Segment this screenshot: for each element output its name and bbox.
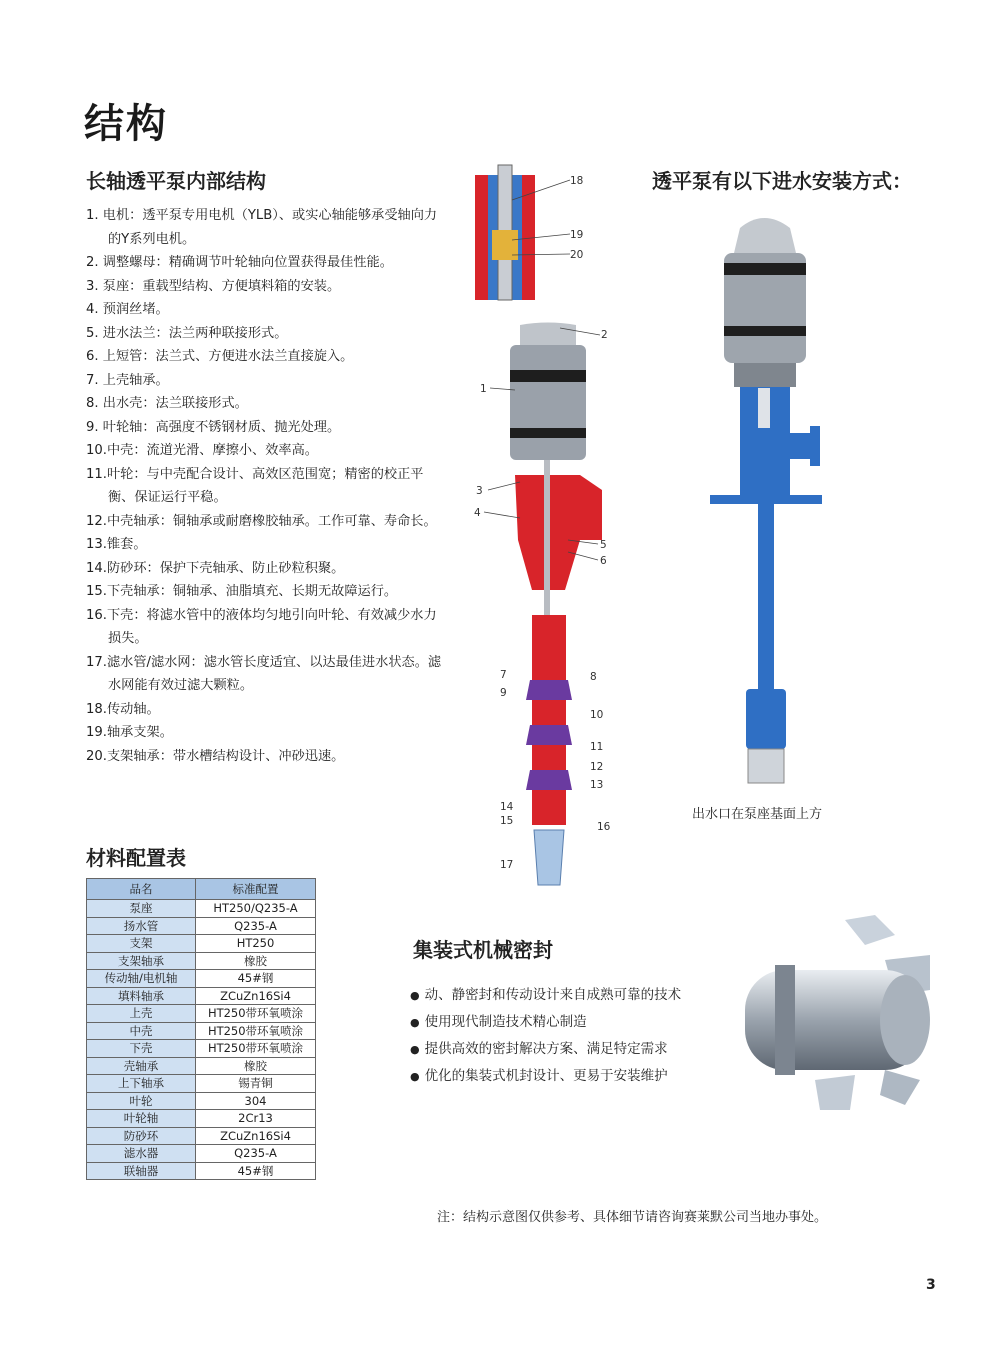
table-cell: 下壳 [87,1040,196,1058]
table-cell: 联轴器 [87,1162,196,1180]
list-item: 8. 出水壳：法兰联接形式。 [86,396,248,411]
list-item: 11.叶轮：与中壳配合设计、高效区范围宽；精密的校正平衡、保证运行平稳。 [86,466,424,505]
table-row [87,987,316,1005]
diagram-label: 18 [570,175,584,187]
list-item: 12.中壳轴承：铜轴承或耐磨橡胶轴承。工作可靠、寿命长。 [86,513,437,529]
diagram-label: 20 [570,249,584,261]
diagram-label: 9 [500,687,507,699]
table-cell: HT250/Q235-A [196,900,316,918]
diagram-label: 16 [597,821,611,833]
pump-installation-illustration [700,208,835,788]
diagram-label: 10 [590,709,604,721]
table-cell: HT250带环氧喷涂 [196,1040,316,1058]
table-cell: 橡胶 [196,1057,316,1075]
table-cell: HT250带环氧喷涂 [196,1005,316,1023]
list-item: 9. 叶轮轴：高强度不锈钢材质、抛光处理。 [86,419,341,435]
table-cell: 泵座 [87,900,196,918]
table-row [87,970,316,988]
list-item: 13.锥套。 [86,537,147,552]
table-row [87,1005,316,1023]
table-row [87,935,316,953]
table-cell: 上壳 [87,1005,196,1023]
mechanical-seal-illustration [735,910,935,1120]
table-row [87,1110,316,1128]
list-item: 14.防砂环：保护下壳轴承、防止砂粒积聚。 [86,560,345,576]
table-cell: 填料轴承 [87,987,196,1005]
seal-heading: 集装式机械密封 [413,938,553,962]
diagram-label: 11 [590,741,604,753]
table-cell: 橡胶 [196,952,316,970]
table-cell: Q235-A [196,1145,316,1163]
diagram-label: 19 [570,229,584,241]
table-cell: 滤水器 [87,1145,196,1163]
table-row [87,1145,316,1163]
table-cell: 叶轮轴 [87,1110,196,1128]
table-cell: 支架轴承 [87,952,196,970]
list-item: 17.滤水管/滤水网：滤水管长度适宜、以达最佳进水状态。滤水网能有效过滤大颗粒。 [86,654,442,693]
table-cell: 叶轮 [87,1092,196,1110]
table-row [87,1040,316,1058]
footnote: 注：结构示意图仅供参考、具体细节请咨询赛莱默公司当地办事处。 [437,1210,828,1225]
list-item: 3. 泵座：重载型结构、方便填料箱的安装。 [86,278,341,294]
material-table [86,878,316,1180]
page-title: 结构 [84,101,168,147]
table-row [87,1127,316,1145]
table-cell: 中壳 [87,1022,196,1040]
diagram-label: 13 [590,779,604,791]
table-row [87,1162,316,1180]
pump-cutaway-diagram [460,160,620,890]
table-row [87,900,316,918]
table-cell: 防砂环 [87,1127,196,1145]
list-item: 20.支架轴承：带水槽结构设计、冲砂迅速。 [86,748,345,764]
list-item: 5. 进水法兰：法兰两种联接形式。 [86,325,288,341]
table-header: 标准配置 [196,879,316,900]
list-item: 6. 上短管：法兰式、方便进水法兰直接旋入。 [86,349,354,364]
table-cell: 45#钢 [196,970,316,988]
list-item: 4. 预润丝堵。 [86,302,169,317]
table-cell: 2Cr13 [196,1110,316,1128]
list-item: 19.轴承支架。 [86,725,173,740]
list-item: 18.传动轴。 [86,701,160,717]
table-row [87,1057,316,1075]
table-cell: 扬水管 [87,917,196,935]
table-row [87,1075,316,1093]
table-cell: 锡青铜 [196,1075,316,1093]
table-cell: 304 [196,1092,316,1110]
list-item: 1. 电机：透平泵专用电机（YLB）、或实心轴能够承受轴向力的Y系列电机。 [86,208,438,247]
list-item: ● 提供高效的密封解决方案、满足特定需求 [410,1036,740,1063]
table-row [87,1092,316,1110]
seal-feature-list [410,982,740,1090]
table-cell: ZCuZn16Si4 [196,1127,316,1145]
diagram-label: 17 [500,859,514,871]
component-list [86,204,446,768]
table-cell: HT250带环氧喷涂 [196,1022,316,1040]
list-item: 2. 调整螺母：精确调节叶轮轴向位置获得最佳性能。 [86,255,393,270]
table-header: 品名 [87,879,196,900]
table-row [87,1022,316,1040]
table-cell: 支架 [87,935,196,953]
table-row [87,952,316,970]
list-item: 10.中壳：流道光滑、摩擦小、效率高。 [86,443,318,458]
list-item: 7. 上壳轴承。 [86,372,169,388]
page-number: 3 [926,1277,936,1293]
diagram-label: 7 [500,669,507,681]
list-item: ● 使用现代制造技术精心制造 [410,1009,740,1036]
list-item: ● 动、静密封和传动设计来自成熟可靠的技术 [410,982,740,1009]
table-cell: 壳轴承 [87,1057,196,1075]
diagram-label: 15 [500,815,514,827]
diagram-label: 2 [601,329,608,341]
table-cell: Q235-A [196,917,316,935]
diagram-label: 14 [500,801,514,813]
material-heading: 材料配置表 [86,846,186,870]
diagram-label: 12 [590,761,604,773]
table-cell: ZCuZn16Si4 [196,987,316,1005]
list-item: 16.下壳：将滤水管中的液体均匀地引向叶轮、有效减少水力损失。 [86,607,437,646]
list-item: ● 优化的集装式机封设计、更易于安装维护 [410,1063,740,1090]
table-cell: 传动轴/电机轴 [87,970,196,988]
table-cell: 上下轴承 [87,1075,196,1093]
table-row [87,917,316,935]
diagram-label: 3 [476,485,483,497]
diagram-label: 6 [600,555,607,567]
table-cell: HT250 [196,935,316,953]
table-cell: 45#钢 [196,1162,316,1180]
installation-caption: 出水口在泵座基面上方 [692,807,823,822]
diagram-label: 1 [480,383,487,395]
diagram-label: 5 [600,539,607,551]
structure-heading: 长轴透平泵内部结构 [86,169,266,193]
diagram-label: 4 [474,507,481,519]
list-item: 15.下壳轴承：铜轴承、油脂填充、长期无故障运行。 [86,584,398,599]
diagram-label: 8 [590,671,597,683]
installation-heading: 透平泵有以下进水安装方式： [652,169,912,193]
